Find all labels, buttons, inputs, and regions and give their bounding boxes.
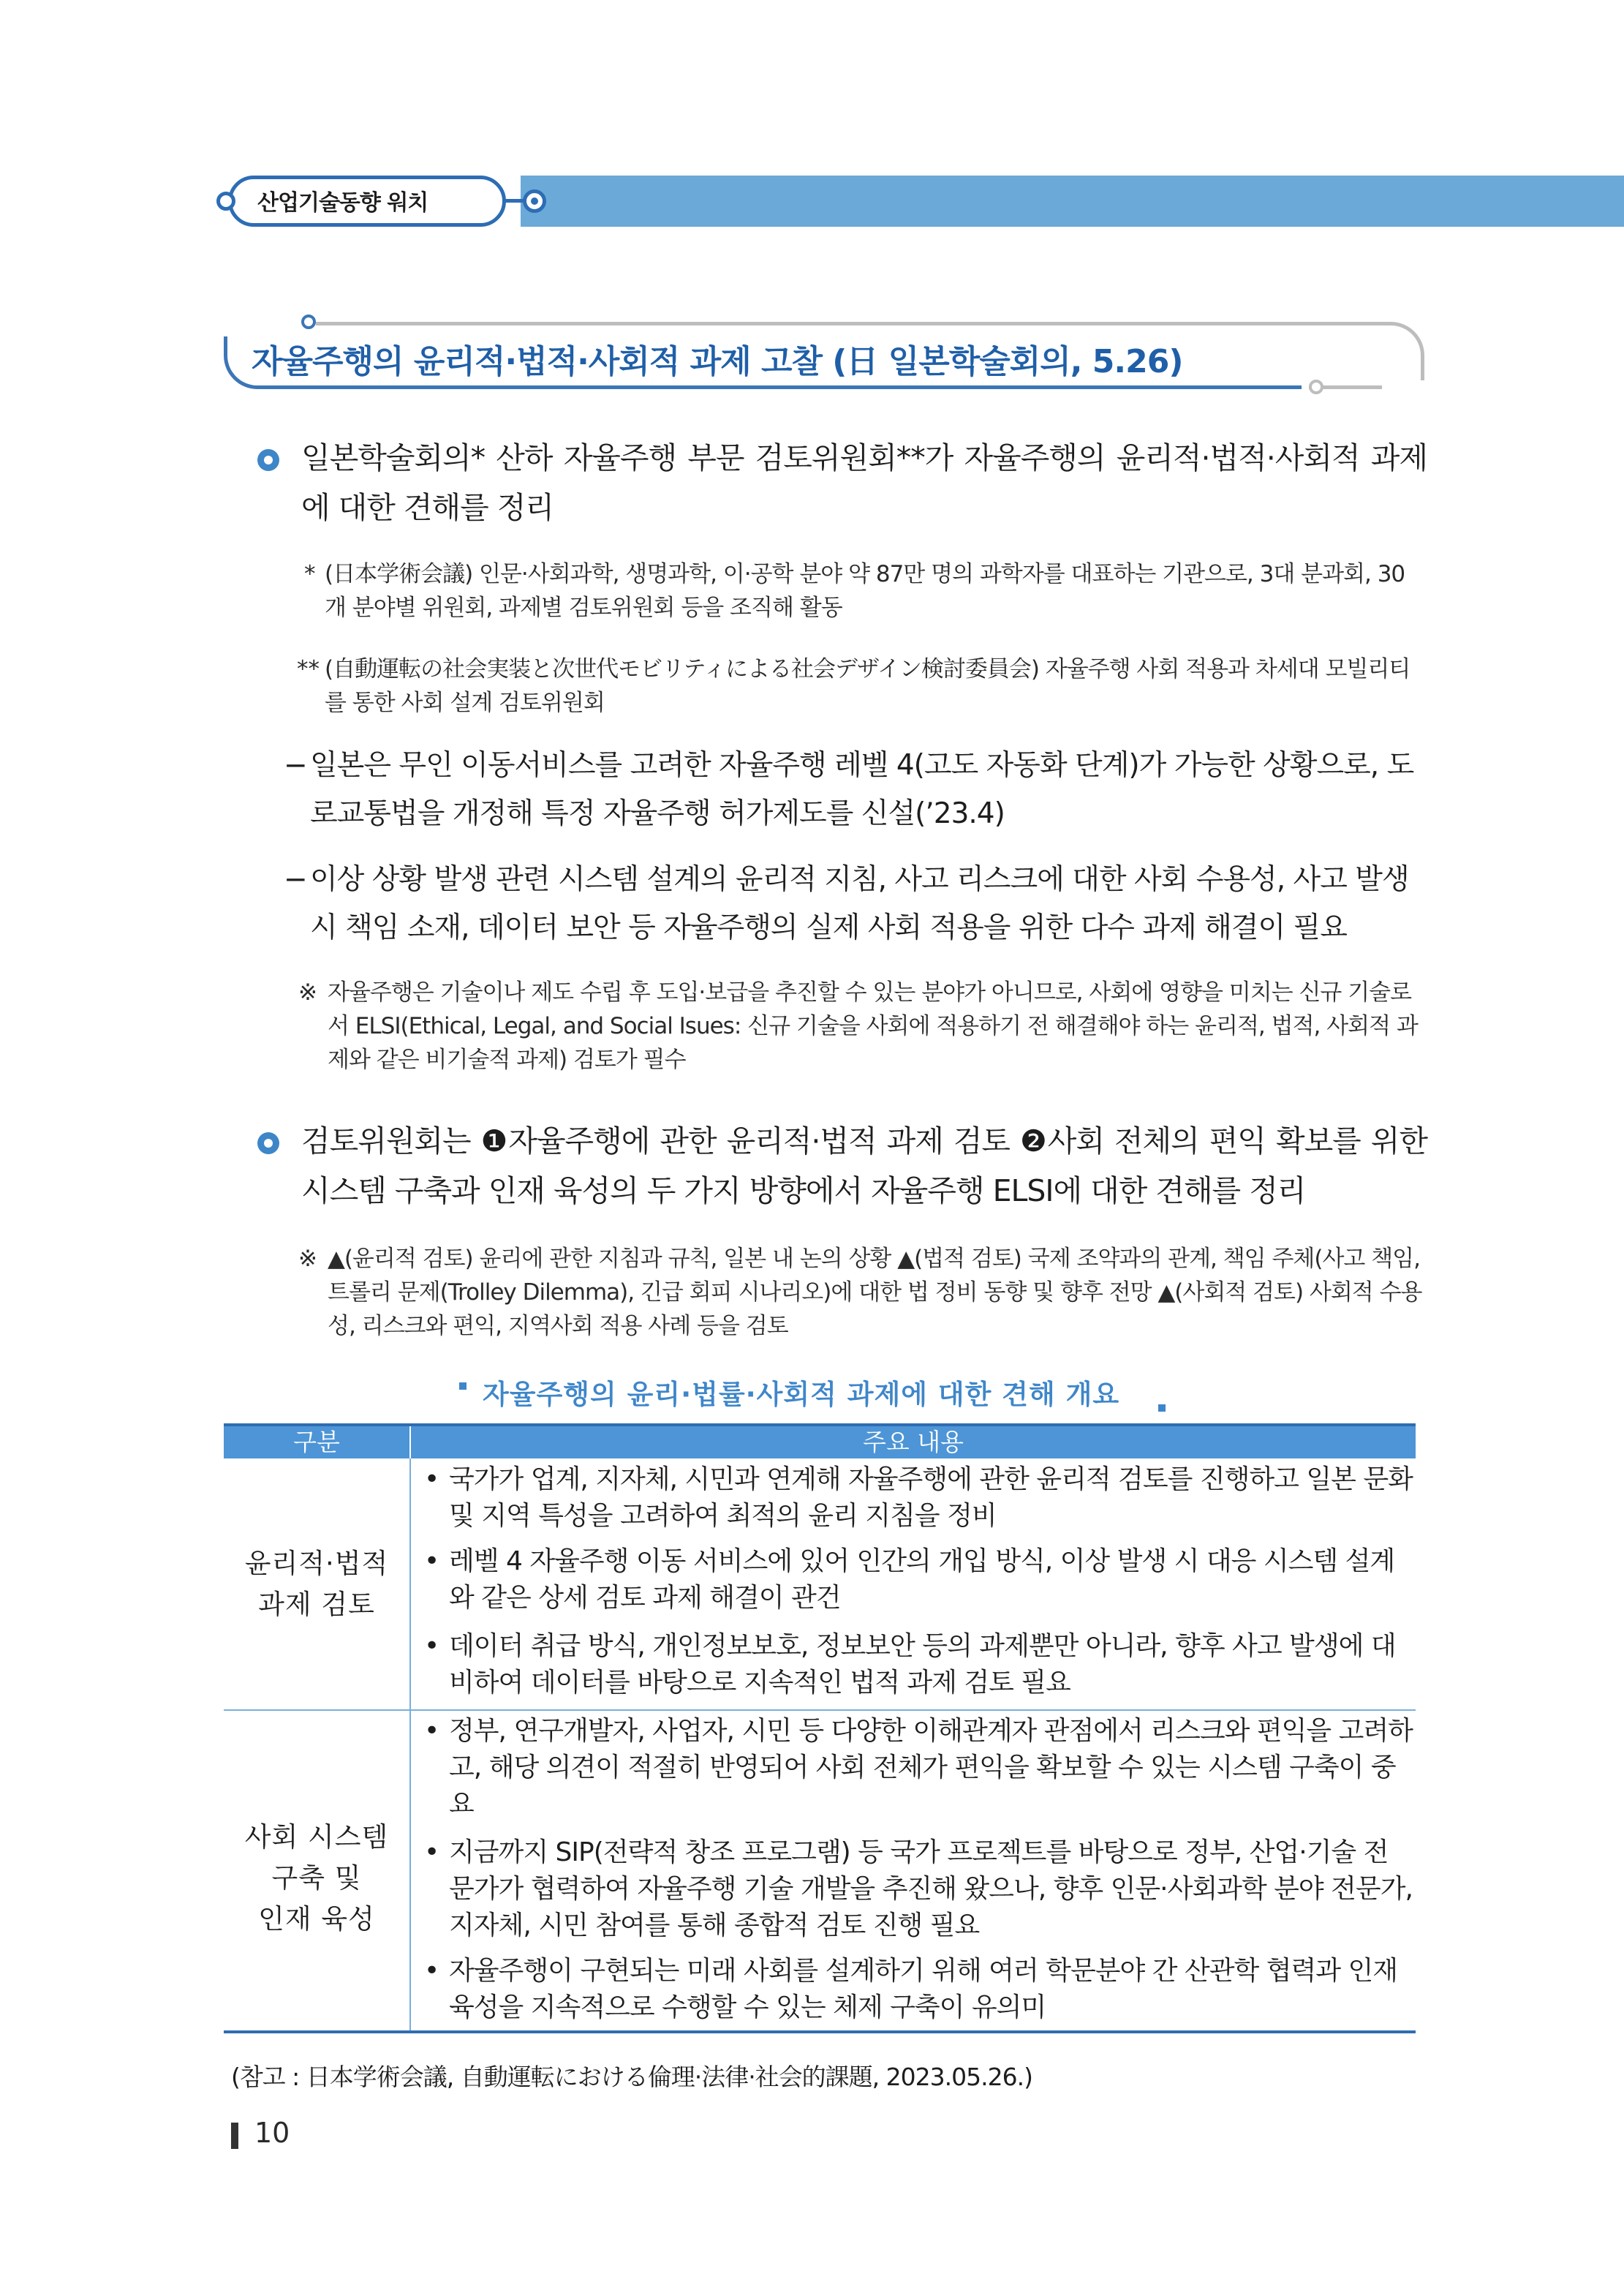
header-right-dot-icon (523, 189, 546, 213)
table-bottom-rule (224, 2030, 1416, 2033)
table-row-item: 국가가 업계, 지자체, 시민과 연계해 자율주행에 관한 윤리적 검토를 진행하고 일본 문화 및 지역 특성을 고려하여 최적의 윤리 지침을 정비 (449, 1464, 1413, 1531)
section-frame-bottom (263, 385, 1302, 389)
table-header-content: 주요 내용 (862, 1428, 964, 1456)
dash-item-2: 이상 상황 발생 관련 시스템 설계의 윤리적 지침, 사고 리스크에 대한 사회 수용성, 사고 발생 시 책임 소재, 데이터 보안 등 자율주행의 실제 사회 적용을 위한 다수 과제 해결이 필요 (310, 863, 1409, 944)
table-bullet: • (424, 1631, 440, 1661)
section-frame-top (316, 322, 1376, 325)
section-title: 자율주행의 윤리적·법적·사회적 과제 고찰 (日 일본학술회의, 5.26) (252, 343, 1183, 380)
circle-bullet-icon (257, 1132, 279, 1154)
table-row-item: 정부, 연구개발자, 사업자, 시민 등 다양한 이해관계자 관점에서 리스크와 편익을 고려하고, 해당 의견이 적절히 반영되어 사회 전체가 편익을 확보할 수 있는 시스템 구축이 중요 (449, 1716, 1413, 1819)
footnote-mark: ** (297, 656, 320, 682)
header-title: 산업기술동향 워치 (257, 190, 428, 216)
section-dot-icon (1309, 380, 1323, 394)
table-column-divider (409, 1458, 411, 2030)
dash-bullet: − (284, 863, 308, 896)
table-row-item: 지금까지 SIP(전략적 창조 프로그램) 등 국가 프로젝트를 바탕으로 정부, 산업·기술 전문가가 협력하여 자율주행 기술 개발을 추진해 왔으나, 향후 인문·사회과학 분야 전문가, 지자체, 시민 참여를 통해 종합적 검토 진행 필요 (449, 1837, 1413, 1940)
reference-mark: ※ (298, 1246, 317, 1272)
reference-mark: ※ (298, 979, 317, 1006)
table-title-square-icon (1158, 1404, 1166, 1412)
table-header-category: 구분 (293, 1428, 340, 1456)
table-row-item: 레벨 4 자율주행 이동 서비스에 있어 인간의 개입 방식, 이상 발생 시 대응 시스템 설계와 같은 상세 검토 과제 해결이 관건 (449, 1546, 1395, 1613)
page-number: 10 (254, 2117, 290, 2149)
table-row-item: 자율주행이 구현되는 미래 사회를 설계하기 위해 여러 학문분야 간 산관학 협력과 인재 육성을 지속적으로 수행할 수 있는 체제 구축이 유의미 (449, 1956, 1398, 2022)
table-bullet: • (424, 1546, 440, 1576)
header-left-dot-icon (216, 192, 235, 211)
table-title-square-icon (459, 1382, 467, 1390)
table-bullet: • (424, 1956, 440, 1986)
table-row-divider (224, 1709, 1416, 1711)
table-bullet: • (424, 1716, 440, 1746)
remark-2: ▲(윤리적 검토) 윤리에 관한 지침과 규칙, 일본 내 논의 상황 ▲(법적 검토) 국제 조약과의 관계, 책임 주체(사고 책임, 트롤리 문제(Trolley Dilemma), 긴급 회피 시나리오)에 대한 법 정비 동향 및 향후 전망 ▲(사회적 검토) 사회적 수용성, 리스크와 편익, 지역사회 적용 사례 등을 검토 (328, 1246, 1422, 1339)
remark-1: 자율주행은 기술이나 제도 수립 후 도입·보급을 추진할 수 있는 분야가 아니므로, 사회에 영향을 미치는 신규 기술로서 ELSI(Ethical, Legal, and Social Isues: 신규 기술을 사회에 적용하기 전 해결해야 하는 윤리적, 법적, 사회적 과제와 같은 비기술적 과제) 검토가 필수 (328, 979, 1418, 1073)
footnote-1: (日本学術会議) 인문·사회과학, 생명과학, 이·공학 분야 약 87만 명의 과학자를 대표하는 기관으로, 3대 분과회, 30개 분야별 위원회, 과제별 검토위원회 등을 조직해 활동 (325, 561, 1405, 621)
header-bar (521, 176, 1624, 227)
dash-item-1: 일본은 무인 이동서비스를 고려한 자율주행 레벨 4(고도 자동화 단계)가 가능한 상황으로, 도로교통법을 개정해 특정 자율주행 허가제도를 신설(’23.4) (310, 749, 1414, 830)
footnote-2: (自動運転の社会実装と次世代モビリティによる社会デザイン検討委員会) 자율주행 사회 적용과 차세대 모빌리티를 통한 사회 설계 검토위원회 (325, 656, 1410, 716)
table-row-item: 데이터 취급 방식, 개인정보보호, 정보보안 등의 과제뿐만 아니라, 향후 사고 발생에 대비하여 데이터를 바탕으로 지속적인 법적 과제 검토 필요 (449, 1631, 1396, 1698)
page-number-bar (231, 2123, 238, 2149)
circle-bullet-icon (257, 449, 279, 471)
section-dot-icon (301, 315, 316, 329)
table-title: 자율주행의 윤리·법률·사회적 과제에 대한 견해 개요 (483, 1379, 1120, 1410)
footnote-mark: * (304, 561, 316, 587)
table-row-category: 사회 시스템 구축 및 인재 육성 (244, 1821, 389, 1935)
dash-bullet: − (284, 749, 308, 782)
table-row-category: 윤리적·법적 과제 검토 (244, 1548, 389, 1620)
table-bullet: • (424, 1464, 440, 1494)
paragraph-main-1: 일본학술회의* 산하 자율주행 부문 검토위원회**가 자율주행의 윤리적·법적·사회적 과제에 대한 견해를 정리 (301, 440, 1427, 525)
reference-citation: (참고 : 日本学術会議, 自動運転における倫理·法律·社会的課題, 2023.05.26.) (231, 2063, 1032, 2091)
section-frame-corner-top (1360, 322, 1424, 380)
paragraph-main-2: 검토위원회는 ❶자율주행에 관한 윤리적·법적 과제 검토 ❷사회 전체의 편익 확보를 위한 시스템 구축과 인재 육성의 두 가지 방향에서 자율주행 ELSI에 대한 견해를 정리 (301, 1123, 1427, 1208)
table-bullet: • (424, 1837, 440, 1867)
